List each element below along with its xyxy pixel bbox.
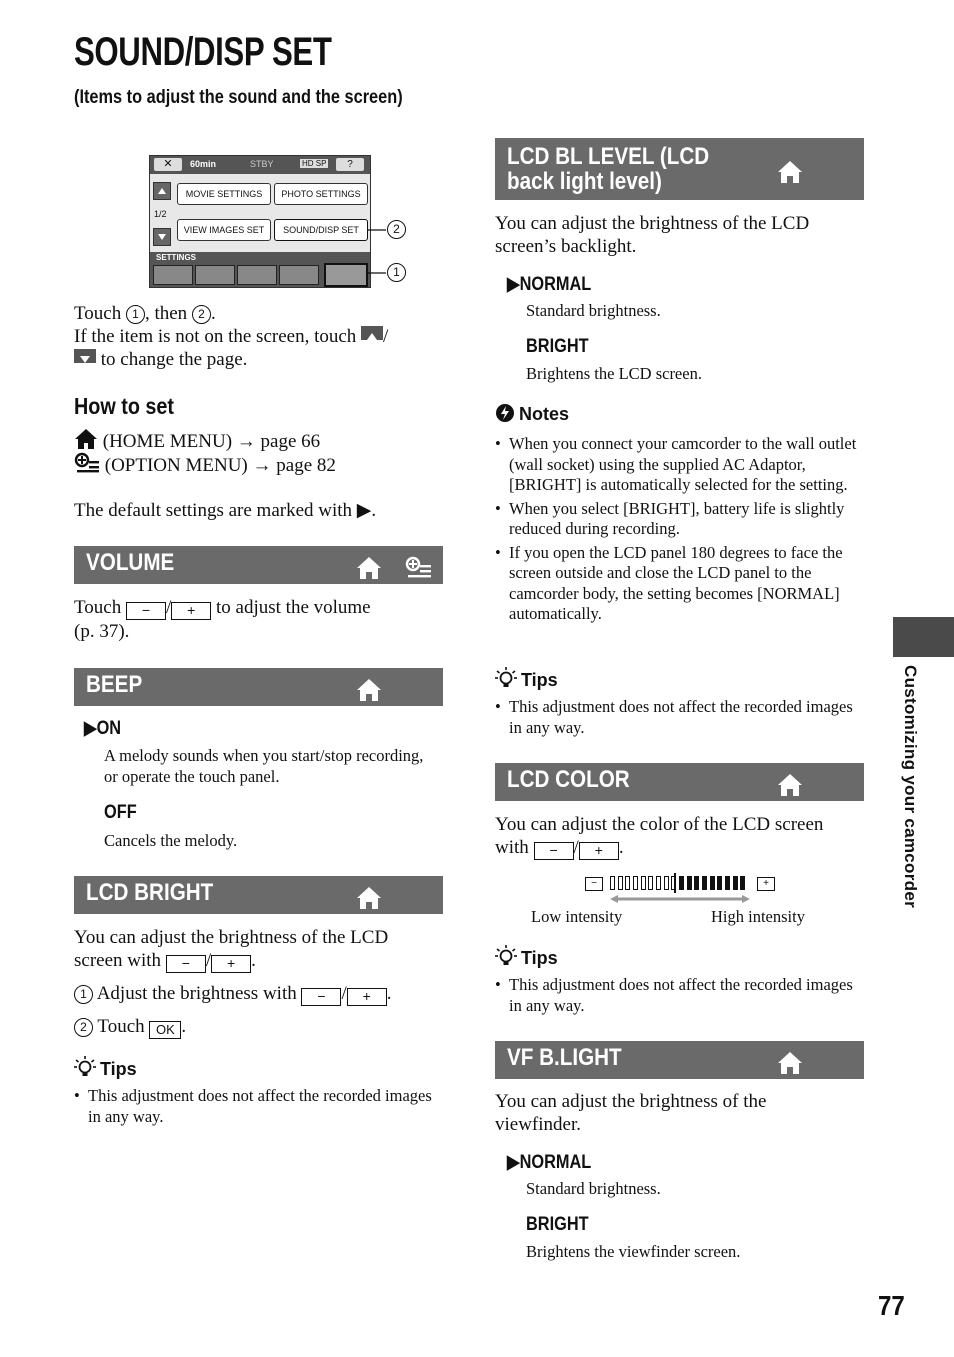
lcd-bright-tips-heading — [74, 1056, 137, 1080]
volume-text-b: to adjust the volume — [211, 597, 371, 618]
page-hint-text: If the item is not on the screen, touch — [74, 326, 362, 347]
movie-settings-button[interactable]: MOVIE SETTINGS — [177, 183, 271, 205]
tip-item: • This adjustment does not affect the recorded images in any way. — [495, 975, 861, 1016]
section-tab-text: Customizing your camcorder — [901, 665, 920, 909]
slider-segments — [610, 876, 748, 892]
battery-indicator: 60min — [190, 159, 217, 169]
vf-normal-label: ▶NORMAL — [507, 1152, 592, 1173]
lcd-color-tips-list — [495, 975, 861, 1016]
plus-button[interactable]: + — [171, 602, 211, 620]
photo-settings-button[interactable]: PHOTO SETTINGS — [274, 183, 368, 205]
up-arrow-icon — [361, 326, 383, 340]
sound-disp-set-button[interactable]: SOUND/DISP SET — [274, 219, 368, 241]
plus-button[interactable]: + — [211, 955, 251, 973]
slider-plus-button[interactable]: + — [757, 877, 775, 891]
home-icon — [777, 1051, 803, 1075]
quality-badge: HD SP — [302, 159, 327, 168]
default-note: The default settings are marked with ▶. — [74, 500, 377, 521]
minus-button[interactable]: − — [166, 955, 206, 973]
slider-segment — [740, 876, 745, 890]
slider-track — [610, 876, 748, 892]
lcd-color-intro: You can adjust the color of the LCD screen with − / + . — [495, 814, 824, 858]
minus-button[interactable]: − — [301, 988, 341, 1006]
slider-segment — [702, 876, 707, 890]
minus-button[interactable]: − — [534, 842, 574, 860]
intensity-arrow — [610, 894, 750, 904]
touch-instructions: Touch 1 , then 2 . If the item is not on the screen, touch / to change the page. — [74, 303, 389, 370]
tips-label: Tips — [521, 670, 558, 690]
lcd-bright-step-2: 2 Touch OK . — [74, 1015, 186, 1039]
lcd-bl-bright-desc: Brightens the LCD screen. — [526, 364, 702, 383]
arrow-down-icon — [154, 229, 170, 245]
notes-heading — [495, 403, 569, 425]
vf-blight-header: VF B.LIGHT — [507, 1044, 622, 1071]
home-icon — [356, 678, 382, 702]
home-icon — [356, 886, 382, 910]
lcd-color-intro-b: with — [495, 837, 534, 858]
lcd-bl-level-intro: You can adjust the brightness of the LCD screen’s backlight. — [495, 213, 810, 257]
lightbulb-icon — [495, 945, 517, 967]
step-2-marker: 2 — [192, 305, 211, 324]
option-menu-line — [74, 452, 336, 477]
tab-camera-icon[interactable] — [153, 265, 193, 285]
vf-normal-desc: Standard brightness. — [526, 1179, 661, 1198]
lightbulb-icon — [495, 667, 517, 689]
volume-header-bar — [74, 546, 443, 584]
note-item: • When you select [BRIGHT], battery life is slightly reduced during recording. — [495, 499, 861, 540]
slider-segment — [717, 876, 722, 890]
tab-list-icon[interactable] — [237, 265, 277, 285]
notes-icon — [495, 403, 515, 423]
page-up-button[interactable] — [153, 182, 171, 200]
vf-blight-header-bar — [495, 1041, 864, 1079]
help-button[interactable]: ? — [336, 158, 364, 171]
tip-item: • This adjustment does not affect the recorded images in any way. — [74, 1086, 444, 1127]
lcd-bl-normal-label: ▶NORMAL — [507, 274, 592, 295]
status-text: STBY — [250, 159, 274, 169]
lcd-settings-bar — [150, 252, 370, 287]
page-down-button[interactable] — [153, 228, 171, 246]
slider-segment — [618, 876, 623, 890]
tip-item: • This adjustment does not affect the recorded images in any way. — [495, 697, 861, 738]
lcd-bl-tips-list — [495, 697, 861, 738]
vf-blight-intro: You can adjust the brightness of the viewfinder. — [495, 1091, 767, 1135]
tips-label: Tips — [521, 948, 558, 968]
touch-text: Touch — [74, 303, 126, 324]
high-intensity-label: High intensity — [711, 907, 805, 926]
notes-label: Notes — [519, 404, 570, 424]
lcd-color-slider[interactable] — [585, 876, 775, 910]
option-icon — [74, 452, 100, 474]
beep-on-label: ▶ON — [84, 718, 122, 739]
then-text: , then — [144, 303, 192, 324]
beep-off-label: OFF — [104, 802, 137, 823]
option-icon — [405, 556, 433, 580]
note-item: • If you open the LCD panel 180 degrees to face the screen outside and close the LCD panel to the camcorder body, the setting becomes [NORMAL] automatically. — [495, 543, 861, 625]
lcd-color-header: LCD COLOR — [507, 766, 630, 793]
minus-button[interactable]: − — [126, 602, 166, 620]
slider-segment — [610, 876, 615, 890]
slider-segment — [641, 876, 646, 890]
lcd-bright-intro-a: You can adjust the brightness of the LCD — [74, 927, 389, 948]
vf-bright-label: BRIGHT — [526, 1214, 589, 1235]
lcd-bl-bright-label: BRIGHT — [526, 336, 589, 357]
slider-segment — [725, 876, 730, 890]
slider-segment — [633, 876, 638, 890]
lcd-bl-normal-desc: Standard brightness. — [526, 301, 661, 320]
period-text: . — [210, 303, 216, 324]
slider-marker[interactable] — [674, 873, 676, 893]
slider-segment — [694, 876, 699, 890]
low-intensity-label: Low intensity — [531, 907, 623, 926]
slider-segment — [710, 876, 715, 890]
callout-2: 2 — [387, 220, 406, 239]
step-2-text: Touch — [97, 1016, 150, 1037]
slider-segment — [656, 876, 661, 890]
volume-text-c: (p. 37). — [74, 621, 130, 642]
tab-play-icon[interactable] — [195, 265, 235, 285]
lcd-bl-level-header-2: back light level) — [507, 168, 662, 195]
beep-off-desc: Cancels the melody. — [104, 831, 238, 850]
volume-description: Touch − / + to adjust the volume (p. 37). — [74, 597, 371, 642]
callout-1: 1 — [387, 263, 406, 282]
lcd-bl-notes-list — [495, 434, 861, 625]
slider-segment — [625, 876, 630, 890]
section-tab-marker — [893, 617, 954, 657]
close-icon[interactable]: ✕ — [154, 158, 182, 171]
tab-edit-icon[interactable] — [279, 265, 319, 285]
step-1-marker: 1 — [126, 305, 145, 324]
lcd-bl-tips-heading — [495, 667, 558, 691]
lcd-color-tips-heading — [495, 945, 558, 969]
lcd-bl-level-header-bar — [495, 138, 864, 200]
how-to-set-heading: How to set — [74, 393, 175, 419]
lightbulb-icon — [74, 1056, 96, 1078]
slider-segment — [648, 876, 653, 890]
home-menu-text: (HOME MENU) → page 66 — [102, 431, 321, 452]
option-menu-text: (OPTION MENU) → page 82 — [104, 455, 336, 476]
settings-label: SETTINGS — [156, 253, 197, 262]
view-images-set-button[interactable]: VIEW IMAGES SET — [177, 219, 271, 241]
home-icon — [74, 428, 98, 450]
section-tab-label — [893, 665, 921, 915]
lcd-screen-illustration — [149, 155, 371, 288]
lcd-color-intro-a: You can adjust the color of the LCD screen — [495, 814, 824, 835]
lcd-bl-level-header-1: LCD BL LEVEL (LCD — [507, 143, 710, 170]
lcd-color-header-bar — [495, 763, 864, 801]
step-1-marker: 1 — [74, 985, 93, 1004]
slider-minus-button[interactable]: − — [585, 877, 603, 891]
lcd-top-bar — [150, 156, 370, 174]
arrow-up-icon — [154, 183, 170, 199]
page-title: SOUND/DISP SET — [74, 30, 332, 74]
step-1-text: Adjust the brightness with — [96, 983, 302, 1004]
home-icon — [356, 556, 382, 580]
down-arrow-icon — [74, 349, 96, 363]
beep-header: BEEP — [86, 671, 143, 698]
vf-bright-desc: Brightens the viewfinder screen. — [526, 1242, 741, 1261]
lcd-bright-intro-b: screen with — [74, 950, 166, 971]
page-subtitle: (Items to adjust the sound and the screen) — [74, 87, 403, 108]
plus-button[interactable]: + — [579, 842, 619, 860]
lcd-bright-step-1: 1 Adjust the brightness with − / + . — [74, 982, 392, 1006]
page-indicator: 1/2 — [154, 209, 167, 219]
ok-button[interactable]: OK — [149, 1021, 181, 1039]
step-2-marker: 2 — [74, 1018, 93, 1037]
home-menu-line — [74, 428, 320, 453]
slider-segment — [733, 876, 738, 890]
lcd-bright-header: LCD BRIGHT — [86, 879, 214, 906]
page-hint-text-end: to change the page. — [96, 349, 248, 370]
lcd-bright-tips-list — [74, 1086, 444, 1127]
note-item: • When you connect your camcorder to the wall outlet (wall socket) using the supplied AC Adaptor, [BRIGHT] is automatically selected for the setting. — [495, 434, 861, 496]
lcd-bright-intro: You can adjust the brightness of the LCD screen with − / + . — [74, 927, 389, 971]
beep-header-bar — [74, 668, 443, 706]
beep-on-desc: A melody sounds when you start/stop recording, or operate the touch panel. — [104, 746, 424, 786]
slider-segment — [664, 876, 669, 890]
page-number: 77 — [878, 1290, 905, 1321]
lcd-bright-header-bar — [74, 876, 443, 914]
volume-text-a: Touch — [74, 597, 126, 618]
home-icon — [777, 773, 803, 797]
volume-header: VOLUME — [86, 549, 175, 576]
plus-button[interactable]: + — [347, 988, 387, 1006]
home-icon — [777, 160, 803, 184]
slider-segment — [687, 876, 692, 890]
slider-segment — [679, 876, 684, 890]
tips-label: Tips — [100, 1059, 137, 1079]
